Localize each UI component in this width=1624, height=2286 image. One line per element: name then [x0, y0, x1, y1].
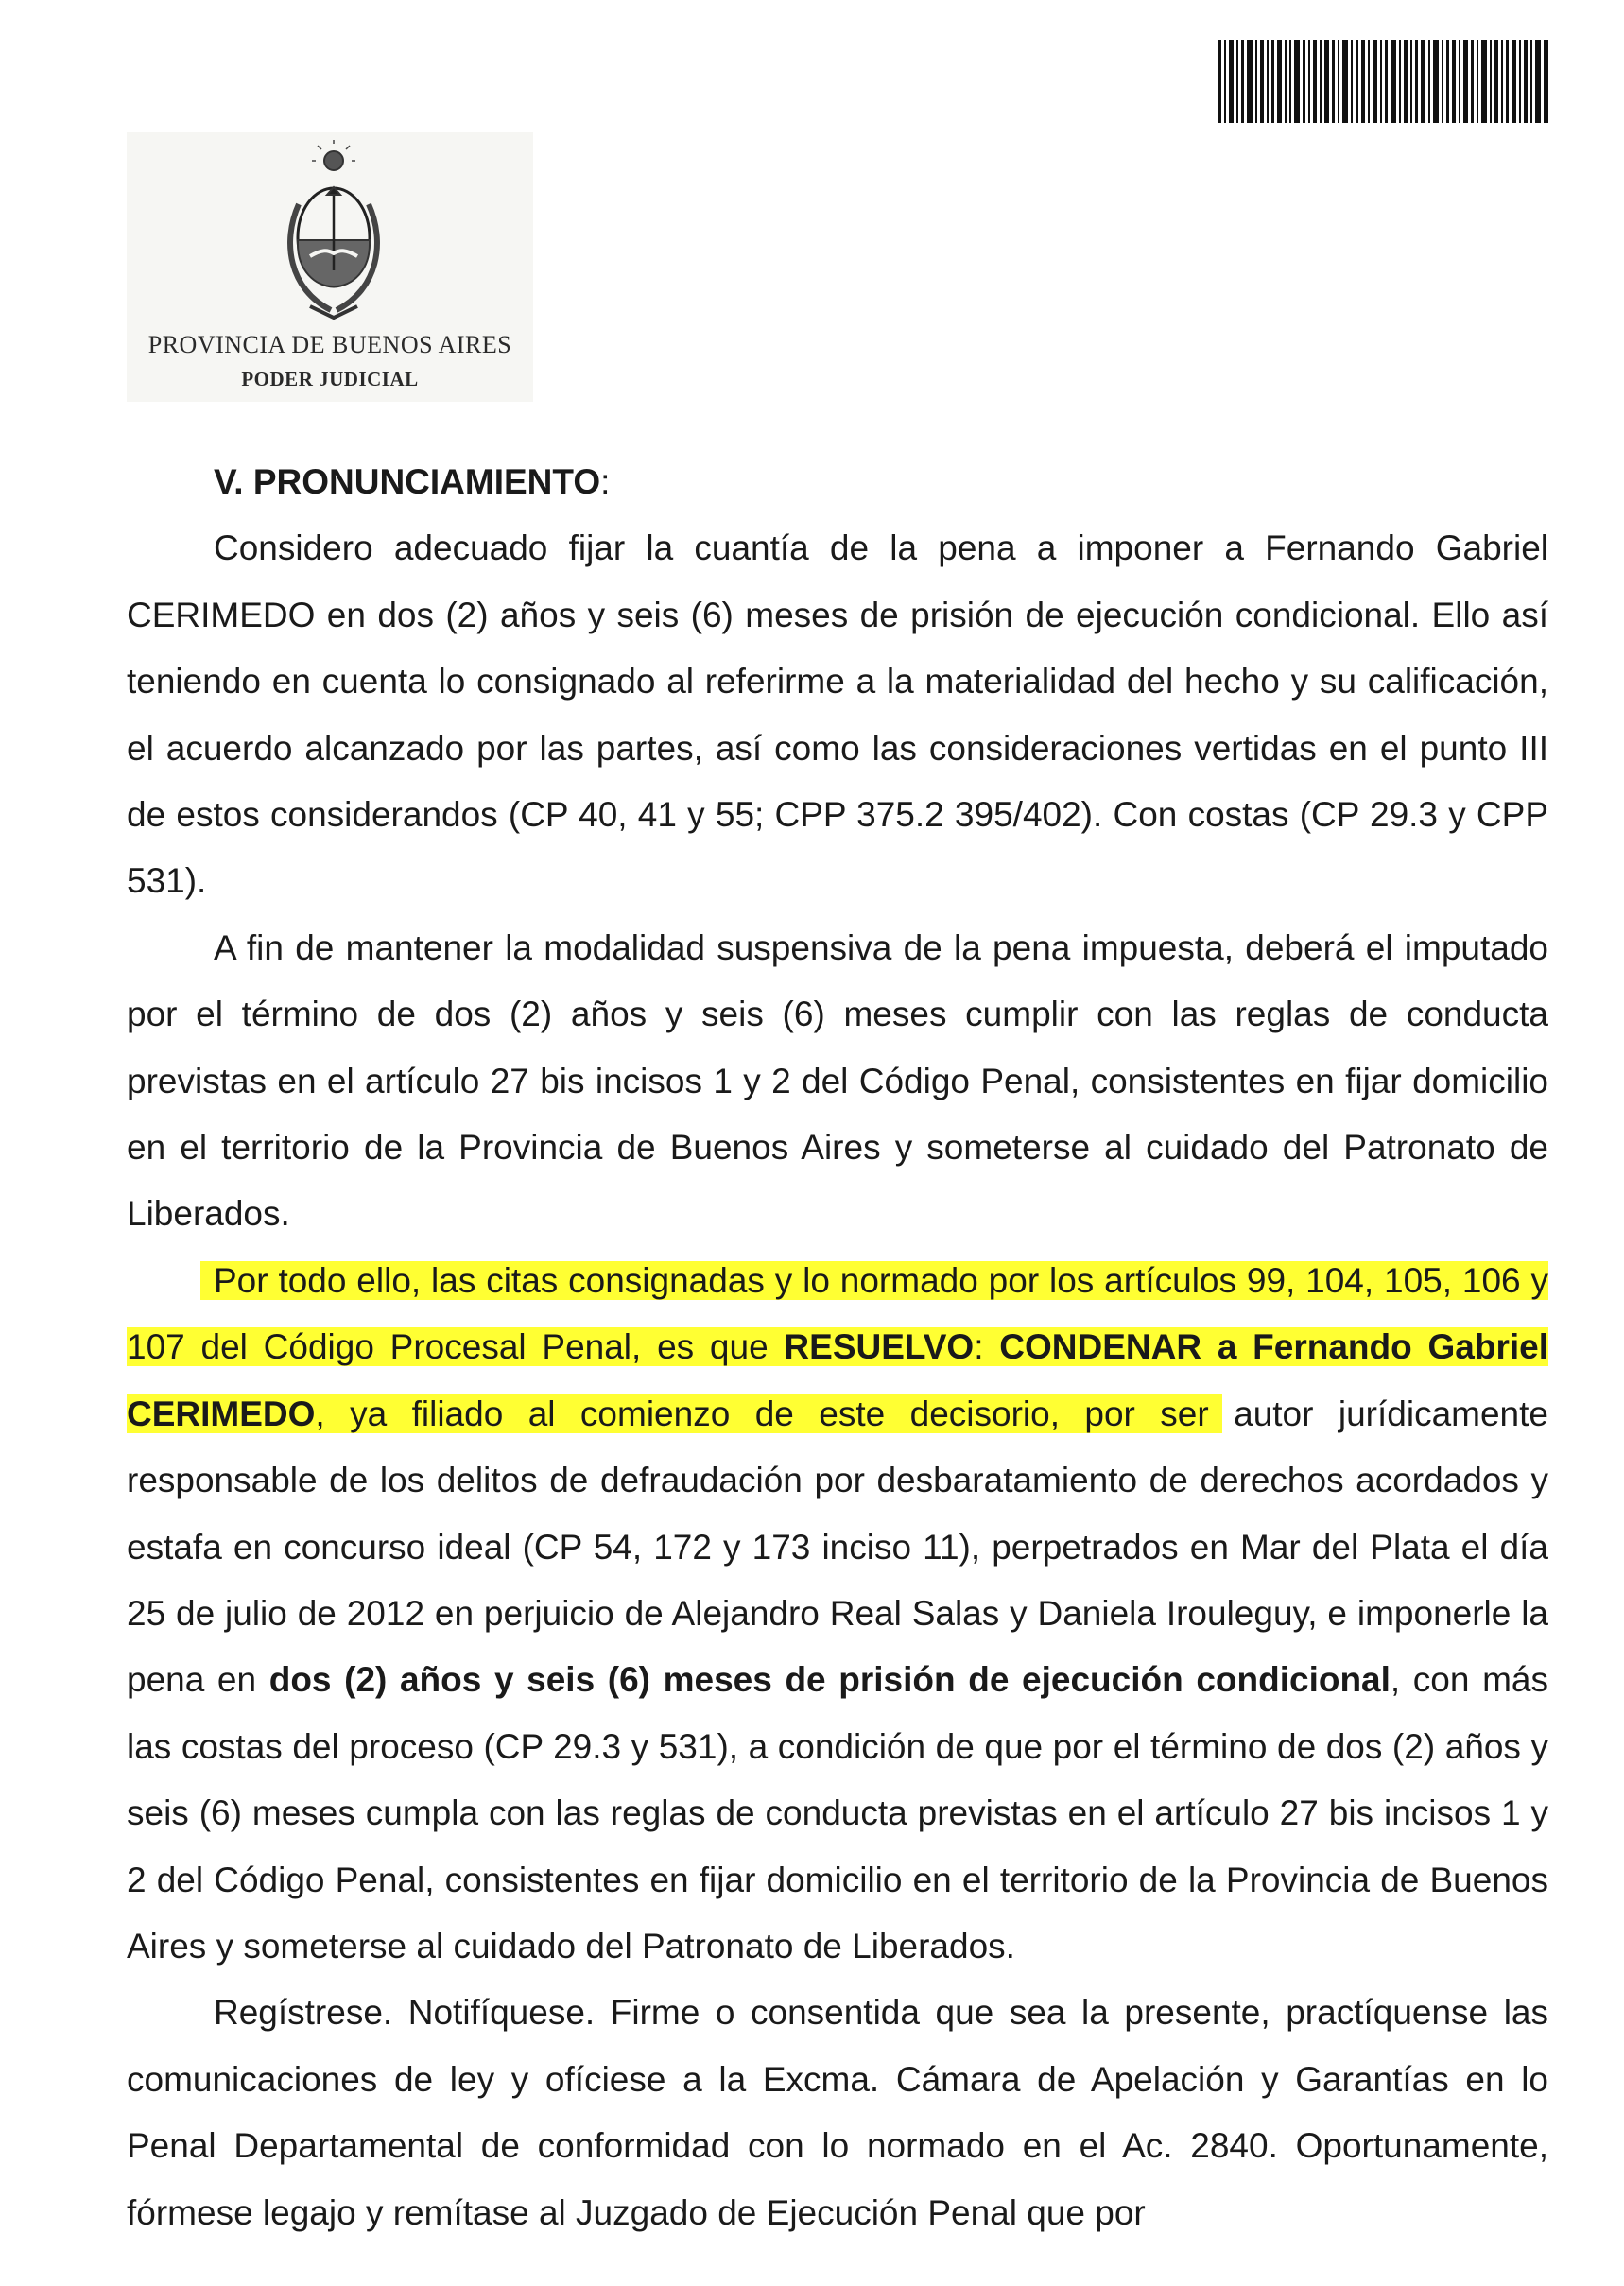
resuelvo-colon: : [974, 1327, 1000, 1367]
barcode-image [1218, 40, 1548, 123]
resolution-costas: , con más las costas del proceso (CP 29.3 y 531), a condición de que por el término de dos (2) años y seis (6) meses cumpla con las reglas de conducta previstas en el artículo 27 bis incisos 1 y 2 del Código Penal, consistentes en fijar domicilio en el territorio de la Provincia de Buenos Aires y someterse al cuidado del Patronato de Liberados. [127, 1660, 1548, 1966]
resolution-intro: Por todo ello, las citas consignadas y lo normado por los artículos 99, 104, 105, 106 y 107 del Código Procesal Penal, es que [127, 1260, 1548, 1367]
condenar-text: CONDENAR a Fernando Gabriel CERIMEDO [127, 1327, 1548, 1433]
section-heading-colon: : [600, 462, 611, 501]
paragraph-resolucion [127, 1248, 1548, 1980]
paragraph-pena: Considero adecuado fijar la cuantía de la pena a imponer a Fernando Gabriel CERIMEDO en dos (2) años y seis (6) meses de prisión de ejecución condicional. Ello así teniendo en cuenta lo consignado al referirme a la materialidad del hecho y su calificación, el acuerdo alcanzado por las partes, así como las consideraciones vertidas en el punto III de estos considerandos (CP 40, 41 y 55; CPP 375.2 395/402). Con costas (CP 29.3 y CPP 531). [127, 528, 1548, 901]
organization-subtitle: PODER JUDICIAL [241, 368, 419, 390]
paragraph-reglas-conducta: A fin de mantener la modalidad suspensiva de la pena impuesta, deberá el imputado por el término de dos (2) años y seis (6) meses cumplir con las reglas de conducta previstas en el artículo 27 bis incisos 1 y 2 del Código Penal, consistentes en fijar domicilio en el territorio de la Provincia de Buenos Aires y someterse al cuidado del Patronato de Liberados. [127, 927, 1548, 1234]
section-heading [127, 449, 1548, 515]
resuelvo-text: RESUELVO [784, 1327, 975, 1367]
organization-name: PROVINCIA DE BUENOS AIRES [147, 331, 512, 358]
paragraph-registrese: Regístrese. Notifíquese. Firme o consentida que sea la presente, practíquense las comunicaciones de ley y ofíciese a la Excma. Cámara de Apelación y Garantías en lo Penal Departamental de conformidad con lo normado en el Ac. 2840. Oportunamente, fórmese legajo y remítase al Juzgado de Ejecución Penal que por [127, 1993, 1548, 2232]
coat-of-arms-icon [272, 138, 395, 327]
document-body [127, 449, 1548, 2246]
resolution-delitos: autor jurídicamente responsable de los delitos de defraudación por desbaratamiento de derechos acordados y estafa en concurso ideal (CP 54, 172 y 173 inciso 11), perpetrados en Mar del Plata el día 25 de julio de 2012 en perjuicio de Alejandro Real Salas y Daniela Irouleguy, e imponerle la pena en [127, 1394, 1548, 1700]
section-heading-text: V. PRONUNCIAMIENTO [214, 462, 601, 501]
pena-text: dos (2) años y seis (6) meses de prisión de ejecución condicional [268, 1660, 1391, 1700]
institution-header [127, 132, 533, 402]
resolution-filiado: , ya filiado al comienzo de este decisorio, por ser [315, 1394, 1209, 1433]
